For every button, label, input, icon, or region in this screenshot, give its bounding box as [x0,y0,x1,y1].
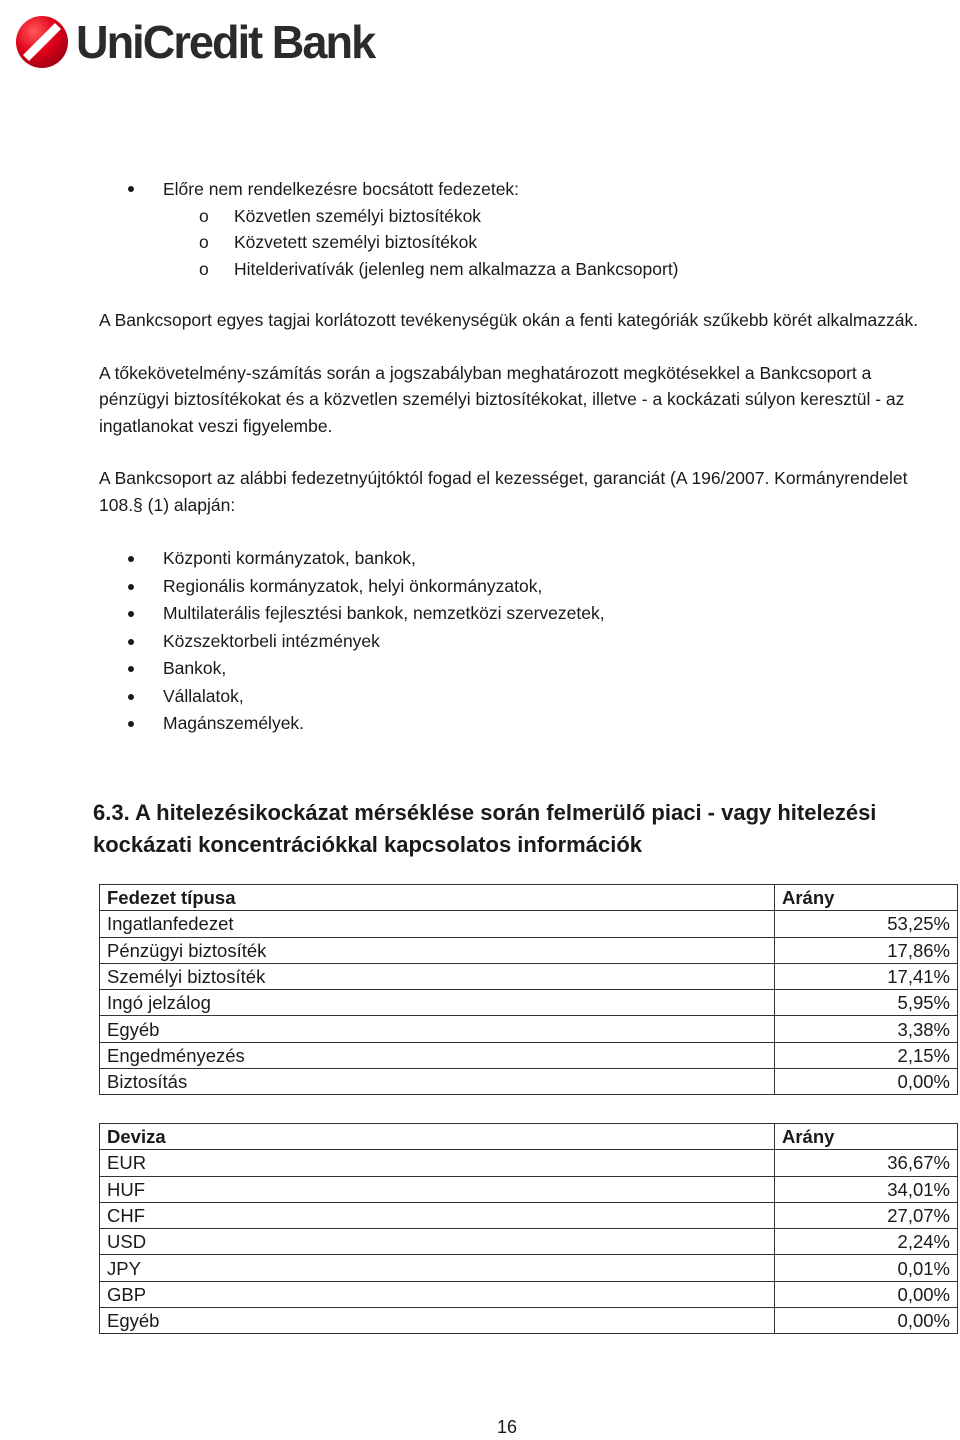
column-header: Deviza [100,1124,775,1150]
table-cell: 17,86% [775,937,958,963]
section-title: A hitelezésikockázat mérséklése során felmerülő piaci - vagy hitelezési kockázati koncentrációkkal kapcsolatos információk [93,800,877,857]
table-cell: HUF [100,1176,775,1202]
table-cell: Egyéb [100,1308,775,1334]
currency-table [99,1123,958,1334]
table-cell: Ingó jelzálog [100,990,775,1016]
section-heading [93,797,953,861]
column-header: Arány [775,1124,958,1150]
column-header: Fedezet típusa [100,885,775,911]
table-cell: JPY [100,1255,775,1281]
table-cell: 5,95% [775,990,958,1016]
table-cell: Pénzügyi biztosíték [100,937,775,963]
table-cell: 2,24% [775,1229,958,1255]
table-cell: GBP [100,1281,775,1307]
list-item: Bankok, [99,655,929,683]
section-number: 6.3. [93,800,130,825]
table-row [100,1255,958,1281]
table-cell: Egyéb [100,1016,775,1042]
paragraph: A Bankcsoport egyes tagjai korlátozott tevékenységük okán a fenti kategóriák szűkebb körét alkalmazzák. [99,310,919,330]
list-item: Regionális kormányzatok, helyi önkormányzatok, [99,573,929,601]
table-row [100,911,958,937]
paragraph: A tőkekövetelmény-számítás során a jogszabályban meghatározott megkötésekkel a Bankcsoport a pénzügyi biztosítékokat és a közvetlen személyi biztosítékokat, illetve - a kockázati súlyon keresztül - az ingatlanokat veszi figyelembe. [99,362,905,436]
guarantor-list [99,545,929,738]
paragraph: A Bankcsoport az alábbi fedezetnyújtóktól fogad el kezességet, garanciát (A 196/2007. Kormányrendelet 108.§ (1) alapján: [99,468,908,515]
column-header: Arány [775,885,958,911]
table-cell: 2,15% [775,1042,958,1068]
table-row [100,1150,958,1176]
table-cell: CHF [100,1202,775,1228]
table-cell: 0,00% [775,1281,958,1307]
page-number: 16 [496,1417,518,1437]
table-cell: USD [100,1229,775,1255]
table-row [100,1176,958,1202]
table-cell: 34,01% [775,1176,958,1202]
list-item: Multilaterális fejlesztési bankok, nemzetközi szervezetek, [99,600,929,628]
collateral-type-table [99,884,958,1095]
table-cell: 36,67% [775,1150,958,1176]
list-item: o Hitelderivatívák (jelenleg nem alkalmazza a Bankcsoport) [99,256,929,283]
brand-logo [14,12,380,72]
table-row [100,1229,958,1255]
table-row [100,1308,958,1334]
table-row [100,937,958,963]
table-cell: Személyi biztosíték [100,963,775,989]
table-row [100,963,958,989]
table-cell: 27,07% [775,1202,958,1228]
unicredit-emblem-icon [14,14,70,70]
table-header-row [100,885,958,911]
table-cell: 0,01% [775,1255,958,1281]
table-row [100,1202,958,1228]
table-row [100,1016,958,1042]
list-item: o Közvetlen személyi biztosítékok [99,203,929,230]
collateral-list [99,176,929,203]
brand-name: UniCredit Bank [76,16,375,68]
collateral-sublist [99,203,929,283]
table-cell: 3,38% [775,1016,958,1042]
table-cell: Engedményezés [100,1042,775,1068]
table-cell: 53,25% [775,911,958,937]
list-item: o Közvetett személyi biztosítékok [99,229,929,256]
table-row [100,1042,958,1068]
table-cell: 0,00% [775,1069,958,1095]
table-cell: 17,41% [775,963,958,989]
list-item: Közszektorbeli intézmények [99,628,929,656]
table-header-row [100,1124,958,1150]
table-cell: Biztosítás [100,1069,775,1095]
list-item: Előre nem rendelkezésre bocsátott fedezetek: [99,176,929,203]
table-cell: 0,00% [775,1308,958,1334]
table-row [100,1281,958,1307]
table-cell: EUR [100,1150,775,1176]
main-content [99,176,929,738]
table-cell: Ingatlanfedezet [100,911,775,937]
list-item: Központi kormányzatok, bankok, [99,545,929,573]
table-row [100,990,958,1016]
table-row [100,1069,958,1095]
list-item: Vállalatok, [99,683,929,711]
list-item: Magánszemélyek. [99,710,929,738]
